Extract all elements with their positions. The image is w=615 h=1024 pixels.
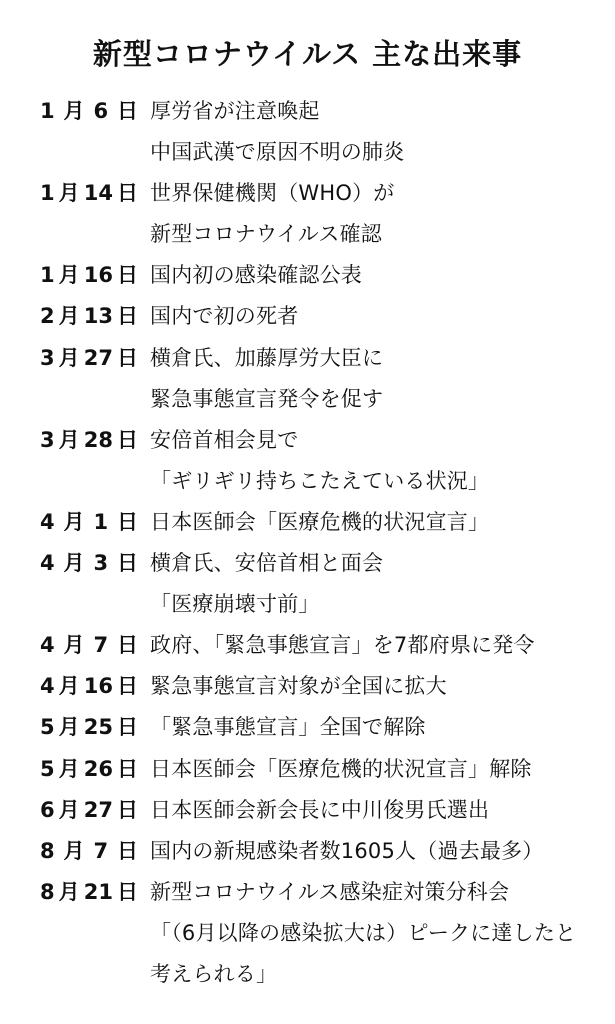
event-line — [0, 790, 615, 831]
event-line — [0, 707, 615, 748]
event-text: 中国武漢で原因不明の肺炎 — [150, 140, 405, 165]
event-line — [0, 296, 615, 337]
event-line — [0, 625, 615, 666]
event-line — [0, 502, 615, 543]
event-text: 「ギリギリ持ちこたえている状況」 — [150, 468, 490, 493]
event-date: 8月7日 — [40, 838, 138, 863]
event-text: 国内初の感染確認公表 — [150, 263, 362, 288]
event-line — [0, 954, 615, 995]
event-date: 1月16日 — [40, 263, 138, 288]
event-line — [0, 666, 615, 707]
event-line — [0, 749, 615, 790]
event-text: 新型コロナウイルス確認 — [150, 222, 382, 247]
event-line — [0, 379, 615, 420]
event-text: 「医療崩壊寸前」 — [150, 592, 320, 617]
event-date: 2月13日 — [40, 304, 138, 329]
event-text: 世界保健機関（WHO）が — [150, 181, 395, 206]
event-line — [0, 831, 615, 872]
event-line — [0, 872, 615, 913]
event-line — [0, 214, 615, 255]
event-date: 1月14日 — [40, 181, 138, 206]
event-line — [0, 91, 615, 132]
event-date: 4月3日 — [40, 551, 138, 576]
event-line — [0, 543, 615, 584]
event-date: 4月7日 — [40, 633, 138, 658]
event-text: 考えられる」 — [150, 961, 278, 986]
event-text: 国内の新規感染者数1605人（過去最多） — [150, 838, 544, 863]
event-date: 3月28日 — [40, 427, 138, 452]
event-line — [0, 255, 615, 296]
event-date: 8月21日 — [40, 879, 138, 904]
event-date: 4月1日 — [40, 509, 138, 534]
event-text: 横倉氏、加藤厚労大臣に — [150, 345, 384, 370]
event-timeline — [0, 91, 615, 995]
event-text: 国内で初の死者 — [150, 304, 299, 329]
event-text: 厚労省が注意喚起 — [150, 99, 320, 123]
event-line — [0, 338, 615, 379]
event-text: 新型コロナウイルス感染症対策分科会 — [150, 879, 510, 904]
event-text: 政府、「緊急事態宣言」を7都府県に発令 — [150, 633, 535, 658]
event-date: 4月16日 — [40, 674, 138, 699]
event-text: 「緊急事態宣言」全国で解除 — [150, 715, 426, 740]
event-line — [0, 913, 615, 954]
event-text: 日本医師会新会長に中川俊男氏選出 — [150, 797, 490, 822]
event-text: 安倍首相会見で — [150, 427, 299, 452]
page-title: 新型コロナウイルス 主な出来事 — [92, 37, 523, 71]
event-line — [0, 584, 615, 625]
event-date: 3月27日 — [40, 345, 138, 370]
event-line — [0, 173, 615, 214]
event-date: 5月26日 — [40, 756, 138, 781]
event-text: 緊急事態宣言対象が全国に拡大 — [150, 674, 447, 699]
event-text: 日本医師会「医療危機的状況宣言」解除 — [150, 756, 532, 781]
event-line — [0, 420, 615, 461]
event-date: 5月25日 — [40, 715, 138, 740]
event-text: 日本医師会「医療危機的状況宣言」 — [150, 509, 490, 534]
event-date: 1月6日 — [40, 99, 138, 123]
event-line — [0, 461, 615, 502]
event-text: 「（6月以降の感染拡大は）ピークに達したと — [150, 920, 577, 945]
event-text: 緊急事態宣言発令を促す — [150, 386, 384, 411]
event-text: 横倉氏、安倍首相と面会 — [150, 551, 384, 576]
event-line — [0, 132, 615, 173]
event-date: 6月27日 — [40, 797, 138, 822]
